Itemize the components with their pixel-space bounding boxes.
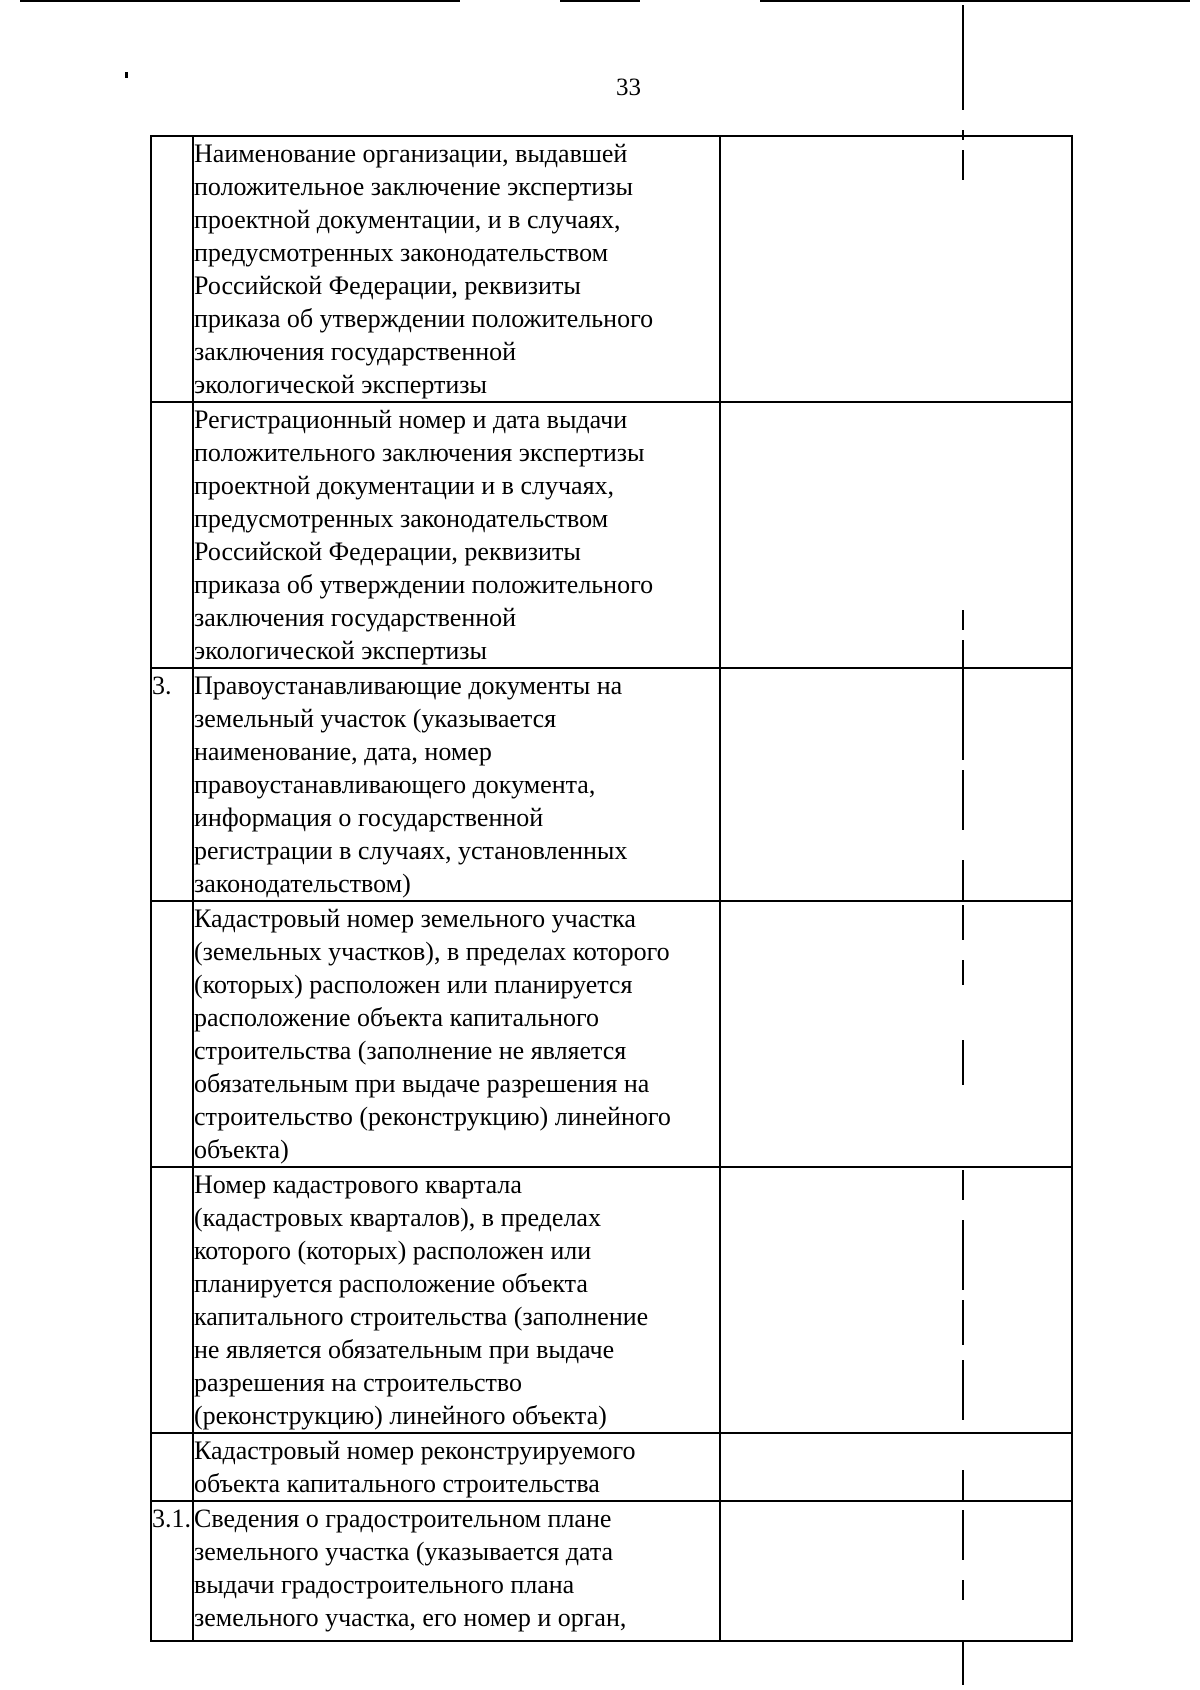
table-row — [151, 1167, 1072, 1433]
label-line: заключения государственной — [194, 337, 517, 366]
row-value[interactable] — [720, 668, 1072, 901]
label-line: экологической экспертизы — [194, 636, 488, 665]
row-label — [193, 1501, 720, 1641]
row-number — [151, 1433, 193, 1501]
label-line: выдачи градостроительного плана — [194, 1570, 575, 1599]
label-line: капитального строительства (заполнение — [194, 1302, 649, 1331]
label-line: информация о государственной — [194, 803, 544, 832]
label-line: которого (которых) расположен или — [194, 1236, 592, 1265]
label-line: экологической экспертизы — [194, 370, 488, 399]
table-row — [151, 668, 1072, 901]
row-value[interactable] — [720, 1433, 1072, 1501]
table-row — [151, 136, 1072, 402]
scan-edge-line — [20, 0, 460, 2]
scan-edge-line — [560, 0, 640, 2]
row-number — [151, 136, 193, 402]
row-label — [193, 668, 720, 901]
label-line: (кадастровых кварталов), в пределах — [194, 1203, 601, 1232]
label-line: (которых) расположен или планируется — [194, 970, 633, 999]
label-line: положительного заключения экспертизы — [194, 438, 645, 467]
page-number: 33 — [616, 74, 641, 101]
label-line: земельный участок (указывается — [194, 704, 557, 733]
row-label — [193, 1167, 720, 1433]
label-line: объекта капитального строительства — [194, 1469, 600, 1498]
label-line: правоустанавливающего документа, — [194, 770, 596, 799]
label-line: разрешения на строительство — [194, 1368, 523, 1397]
scan-edge-line — [760, 0, 1190, 2]
label-line: приказа об утверждении положительного — [194, 304, 654, 333]
label-line: строительство (реконструкцию) линейного — [194, 1102, 671, 1131]
row-label — [193, 901, 720, 1167]
label-line: Правоустанавливающие документы на — [194, 671, 623, 700]
row-value[interactable] — [720, 402, 1072, 668]
label-line: обязательным при выдаче разрешения на — [194, 1069, 650, 1098]
label-line: Сведения о градостроительном плане — [194, 1504, 612, 1533]
form-table — [150, 135, 1073, 1642]
label-line: Российской Федерации, реквизиты — [194, 537, 581, 566]
label-line: планируется расположение объекта — [194, 1269, 588, 1298]
label-line: (земельных участков), в пределах которого — [194, 937, 670, 966]
label-line: Номер кадастрового квартала — [194, 1170, 522, 1199]
label-line: объекта) — [194, 1135, 289, 1164]
row-value[interactable] — [720, 1167, 1072, 1433]
label-line: земельного участка, его номер и орган, — [194, 1603, 627, 1632]
label-line: земельного участка (указывается дата — [194, 1537, 614, 1566]
label-line: Российской Федерации, реквизиты — [194, 271, 581, 300]
row-label — [193, 136, 720, 402]
table-row — [151, 1501, 1072, 1641]
scan-dash-segment — [962, 1640, 964, 1685]
row-label — [193, 1433, 720, 1501]
row-number: 3.1. — [151, 1501, 193, 1641]
label-line: заключения государственной — [194, 603, 517, 632]
label-line: Кадастровый номер реконструируемого — [194, 1436, 636, 1465]
label-line: расположение объекта капитального — [194, 1003, 600, 1032]
row-value[interactable] — [720, 1501, 1072, 1641]
label-line: Кадастровый номер земельного участка — [194, 904, 636, 933]
label-line: Наименование организации, выдавшей — [194, 139, 628, 168]
row-number — [151, 402, 193, 668]
label-line: не является обязательным при выдаче — [194, 1335, 615, 1364]
row-number — [151, 1167, 193, 1433]
label-line: положительное заключение экспертизы — [194, 172, 633, 201]
table-row — [151, 1433, 1072, 1501]
row-label — [193, 402, 720, 668]
label-line: наименование, дата, номер — [194, 737, 492, 766]
label-line: строительства (заполнение не является — [194, 1036, 627, 1065]
label-line: законодательством) — [194, 869, 411, 898]
row-number — [151, 901, 193, 1167]
label-line: Регистрационный номер и дата выдачи — [194, 405, 628, 434]
label-line: предусмотренных законодательством — [194, 504, 609, 533]
table-row — [151, 901, 1072, 1167]
label-line: (реконструкцию) линейного объекта) — [194, 1401, 607, 1430]
label-line: проектной документации, и в случаях, — [194, 205, 621, 234]
label-line: проектной документации и в случаях, — [194, 471, 615, 500]
row-number: 3. — [151, 668, 193, 901]
row-value[interactable] — [720, 901, 1072, 1167]
label-line: приказа об утверждении положительного — [194, 570, 654, 599]
table-row — [151, 402, 1072, 668]
label-line: предусмотренных законодательством — [194, 238, 609, 267]
row-value[interactable] — [720, 136, 1072, 402]
label-line: регистрации в случаях, установленных — [194, 836, 628, 865]
